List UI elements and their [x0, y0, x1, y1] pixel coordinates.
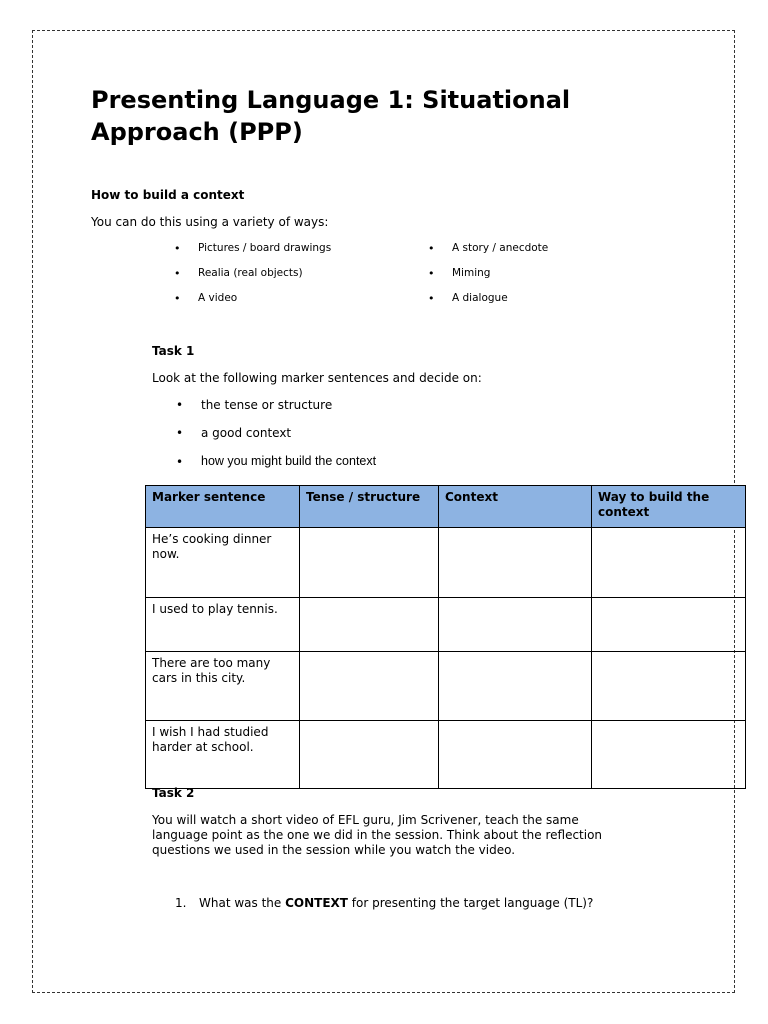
- table-cell: [300, 721, 439, 789]
- table-cell: [439, 721, 592, 789]
- bullet-marker: •: [174, 292, 181, 305]
- table-cell: [592, 528, 746, 598]
- task1-bullet-build: how you might build the context: [201, 454, 377, 468]
- way-item-miming: Miming: [452, 267, 491, 279]
- bullet-marker: •: [174, 242, 181, 255]
- task2-paragraph-line: questions we used in the session while you watch the video.: [152, 843, 516, 857]
- task2-paragraph-line: language point as the one we did in the session. Think about the reflection: [152, 828, 603, 842]
- table-cell: [300, 652, 439, 721]
- way-item-pictures: Pictures / board drawings: [198, 242, 332, 254]
- task1-bullet-tense: the tense or structure: [201, 398, 333, 412]
- question-1: [199, 896, 593, 910]
- bullet-marker: •: [174, 267, 181, 280]
- bullet-marker: •: [428, 292, 435, 305]
- column-header: Way to build the context: [592, 486, 746, 528]
- table-cell: [592, 721, 746, 789]
- table-row: [146, 652, 746, 721]
- way-item-realia: Realia (real objects): [198, 267, 303, 279]
- bullet-marker: •: [176, 398, 184, 412]
- task2-heading: Task 2: [152, 786, 195, 800]
- bullet-marker: •: [428, 267, 435, 280]
- table-cell: [300, 598, 439, 652]
- task1-instruction: Look at the following marker sentences and decide on:: [152, 371, 482, 385]
- table-cell: [300, 528, 439, 598]
- question-emphasis: CONTEXT: [285, 896, 348, 910]
- task2-paragraph-line: You will watch a short video of EFL guru, Jim Scrivener, teach the same: [152, 813, 579, 827]
- intro-text: You can do this using a variety of ways:: [91, 215, 329, 229]
- table-row: [146, 528, 746, 598]
- table-cell: I wish I had studied harder at school.: [146, 721, 300, 789]
- column-header: Tense / structure: [300, 486, 439, 528]
- task1-heading: Task 1: [152, 344, 195, 358]
- table-cell: [439, 598, 592, 652]
- question-text: for presenting the target language (TL)?: [347, 896, 594, 910]
- marker-sentence-table: [145, 485, 746, 789]
- bullet-marker: •: [176, 455, 184, 469]
- section-heading: How to build a context: [91, 188, 245, 202]
- table-cell: He’s cooking dinner now.: [146, 528, 300, 598]
- task1-bullet-context: a good context: [201, 426, 292, 440]
- page-title: Presenting Language 1: Situational Approach (PPP): [91, 86, 571, 146]
- table-row: [146, 598, 746, 652]
- question-text: What was the: [199, 896, 286, 910]
- column-header: Context: [439, 486, 592, 528]
- table-cell: [439, 652, 592, 721]
- table-cell: [592, 598, 746, 652]
- way-item-dialogue: A dialogue: [452, 292, 508, 304]
- table-cell: [439, 528, 592, 598]
- question-number: 1.: [175, 896, 187, 910]
- bullet-marker: •: [428, 242, 435, 255]
- task2-paragraph: [152, 813, 602, 858]
- table-cell: There are too many cars in this city.: [146, 652, 300, 721]
- table-cell: [592, 652, 746, 721]
- way-item-story: A story / anecdote: [452, 242, 549, 254]
- column-header: Marker sentence: [146, 486, 300, 528]
- table-cell: I used to play tennis.: [146, 598, 300, 652]
- table-header-row: [146, 486, 746, 528]
- bullet-marker: •: [176, 426, 184, 440]
- way-item-video: A video: [198, 292, 238, 304]
- table-row: [146, 721, 746, 789]
